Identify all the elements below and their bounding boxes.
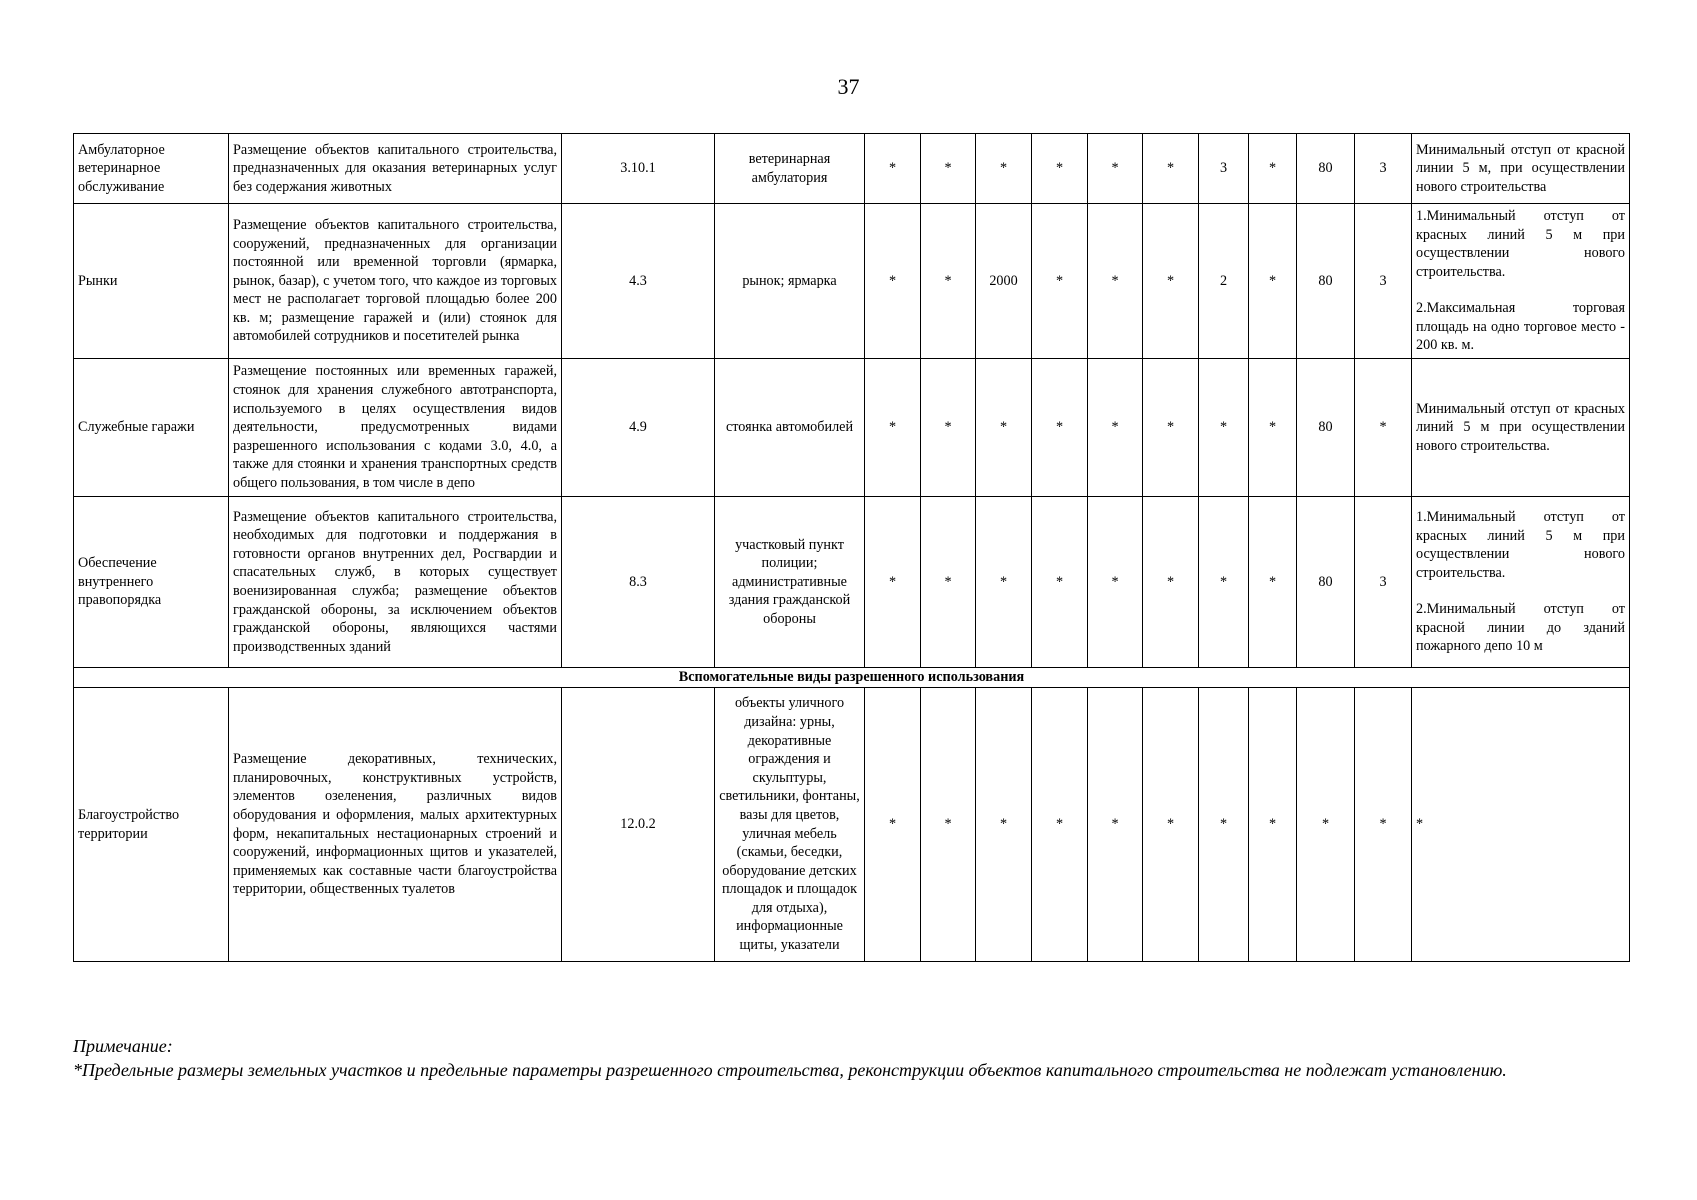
param-cell: 3 xyxy=(1355,497,1412,668)
param-cell: * xyxy=(1088,204,1143,359)
param-cell: * xyxy=(921,134,976,204)
param-cell: * xyxy=(1088,134,1143,204)
param-cell: * xyxy=(865,688,921,962)
use-code-cell: 12.0.2 xyxy=(562,688,715,962)
notes-cell xyxy=(1412,134,1630,204)
param-cell: 3 xyxy=(1199,134,1249,204)
table-row xyxy=(74,497,1630,668)
param-cell: 80 xyxy=(1297,359,1355,497)
param-cell: * xyxy=(976,359,1032,497)
param-cell: * xyxy=(1088,497,1143,668)
param-cell: * xyxy=(865,204,921,359)
param-cell: * xyxy=(1143,359,1199,497)
param-cell: * xyxy=(921,497,976,668)
notes-cell xyxy=(1412,204,1630,359)
param-cell: 3 xyxy=(1355,204,1412,359)
notes-cell xyxy=(1412,688,1630,962)
param-cell: 80 xyxy=(1297,204,1355,359)
notes-cell xyxy=(1412,359,1630,497)
table-row xyxy=(74,688,1630,962)
zoning-table xyxy=(73,133,1630,962)
param-cell: * xyxy=(1088,359,1143,497)
param-cell: * xyxy=(1297,688,1355,962)
param-cell: * xyxy=(1032,134,1088,204)
objects-cell: участковый пункт полиции; административные здания гражданской обороны xyxy=(715,497,865,668)
use-name-cell: Служебные гаражи xyxy=(74,359,229,497)
use-description-cell: Размещение постоянных или временных гаражей, стоянок для хранения служебного автотранспорта, используемого в целях осуществления видов деятельности, предусмотренных видами разрешенного использования с кодами 3.0, 4.0, а также для стоянки и хранения транспортных средств общего пользования, в том числе в депо xyxy=(229,359,562,497)
param-cell: * xyxy=(1355,688,1412,962)
param-cell: * xyxy=(1249,134,1297,204)
table-row xyxy=(74,134,1630,204)
param-cell: * xyxy=(921,204,976,359)
main-rows xyxy=(74,134,1630,668)
param-cell: * xyxy=(1355,359,1412,497)
param-cell: * xyxy=(865,134,921,204)
notes-cell xyxy=(1412,497,1630,668)
param-cell: * xyxy=(1032,359,1088,497)
use-name-cell: Амбулаторное ветеринарное обслуживание xyxy=(74,134,229,204)
param-cell: * xyxy=(1199,359,1249,497)
section-row xyxy=(74,668,1630,688)
use-code-cell: 3.10.1 xyxy=(562,134,715,204)
param-cell: * xyxy=(1032,204,1088,359)
param-cell: * xyxy=(1249,359,1297,497)
note-paragraph: 1.Минимальный отступ от красных линий 5 м при осуществлении нового строительства. xyxy=(1416,508,1625,581)
objects-cell: объекты уличного дизайна: урны, декоративные ограждения и скульптуры, светильники, фонтаны, вазы для цветов, уличная мебель (скамьи, беседки, оборудование детских площадок и площадок для отдыха), информационные щиты, указатели xyxy=(715,688,865,962)
param-cell: * xyxy=(1143,204,1199,359)
objects-cell: ветеринарная амбулатория xyxy=(715,134,865,204)
param-cell: * xyxy=(1088,688,1143,962)
param-cell: * xyxy=(1199,688,1249,962)
note-paragraph: Минимальный отступ от красных линий 5 м при осуществлении нового строительства. xyxy=(1416,400,1625,454)
param-cell: * xyxy=(921,688,976,962)
use-name-cell: Благоустройство территории xyxy=(74,688,229,962)
use-description-cell: Размещение объектов капитального строительства, предназначенных для оказания ветеринарных услуг без содержания животных xyxy=(229,134,562,204)
param-cell: * xyxy=(976,688,1032,962)
param-cell: * xyxy=(865,359,921,497)
param-cell: * xyxy=(1032,688,1088,962)
table-row xyxy=(74,359,1630,497)
param-cell: * xyxy=(1249,688,1297,962)
aux-rows xyxy=(74,688,1630,962)
param-cell: * xyxy=(865,497,921,668)
param-cell: * xyxy=(921,359,976,497)
use-description-cell: Размещение объектов капитального строительства, сооружений, предназначенных для организации постоянной или временной торговли (ярмарка, рынок, базар), с учетом того, что каждое из торговых мест не располагает торговой площадью более 200 кв. м; размещение гаражей и (или) стоянок для автомобилей сотрудников и посетителей рынка xyxy=(229,204,562,359)
param-cell: 2000 xyxy=(976,204,1032,359)
footnote xyxy=(73,1034,1625,1082)
use-name-cell: Рынки xyxy=(74,204,229,359)
use-description-cell: Размещение декоративных, технических, планировочных, конструктивных устройств, элементов озеленения, различных видов оборудования и оформления, малых архитектурных форм, некапитальных нестационарных строений и сооружений, информационных щитов и указателей, применяемых как составные части благоустройства территории, общественных туалетов xyxy=(229,688,562,962)
param-cell: * xyxy=(1249,204,1297,359)
note-paragraph: 1.Минимальный отступ от красных линий 5 м при осуществлении нового строительства. xyxy=(1416,207,1625,280)
param-cell: 80 xyxy=(1297,497,1355,668)
objects-cell: рынок; ярмарка xyxy=(715,204,865,359)
param-cell: * xyxy=(1143,134,1199,204)
use-description-cell: Размещение объектов капитального строительства, необходимых для подготовки и поддержания в готовности органов внутренних дел, Росгвардии и спасательных служб, в которых существует военизированная служба; размещение объектов гражданской обороны, за исключением объектов гражданской обороны, являющихся частями производственных зданий xyxy=(229,497,562,668)
section-title: Вспомогательные виды разрешенного использования xyxy=(74,668,1630,688)
note-paragraph: 2.Максимальная торговая площадь на одно торговое место - 200 кв. м. xyxy=(1416,300,1625,354)
use-code-cell: 8.3 xyxy=(562,497,715,668)
table-row xyxy=(74,204,1630,359)
param-cell: 3 xyxy=(1355,134,1412,204)
footnote-heading: Примечание: xyxy=(73,1036,173,1056)
param-cell: * xyxy=(1032,497,1088,668)
note-paragraph: * xyxy=(1416,816,1424,833)
use-name-cell: Обеспечение внутреннего правопорядка xyxy=(74,497,229,668)
param-cell: * xyxy=(1249,497,1297,668)
objects-cell: стоянка автомобилей xyxy=(715,359,865,497)
use-code-cell: 4.3 xyxy=(562,204,715,359)
param-cell: * xyxy=(1143,497,1199,668)
use-code-cell: 4.9 xyxy=(562,359,715,497)
param-cell: * xyxy=(1199,497,1249,668)
param-cell: * xyxy=(1143,688,1199,962)
note-paragraph: Минимальный отступ от красной линии 5 м, при осуществлении нового строительства xyxy=(1416,141,1625,195)
param-cell: * xyxy=(976,134,1032,204)
page-number: 37 xyxy=(837,74,860,99)
note-paragraph: 2.Минимальный отступ от красной линии до зданий пожарного депо 10 м xyxy=(1416,601,1625,655)
param-cell: * xyxy=(976,497,1032,668)
footnote-text: *Предельные размеры земельных участков и предельные параметры разрешенного строительства, реконструкции объектов капитального строительства не подлежат установлению. xyxy=(73,1060,1507,1080)
param-cell: 2 xyxy=(1199,204,1249,359)
param-cell: 80 xyxy=(1297,134,1355,204)
